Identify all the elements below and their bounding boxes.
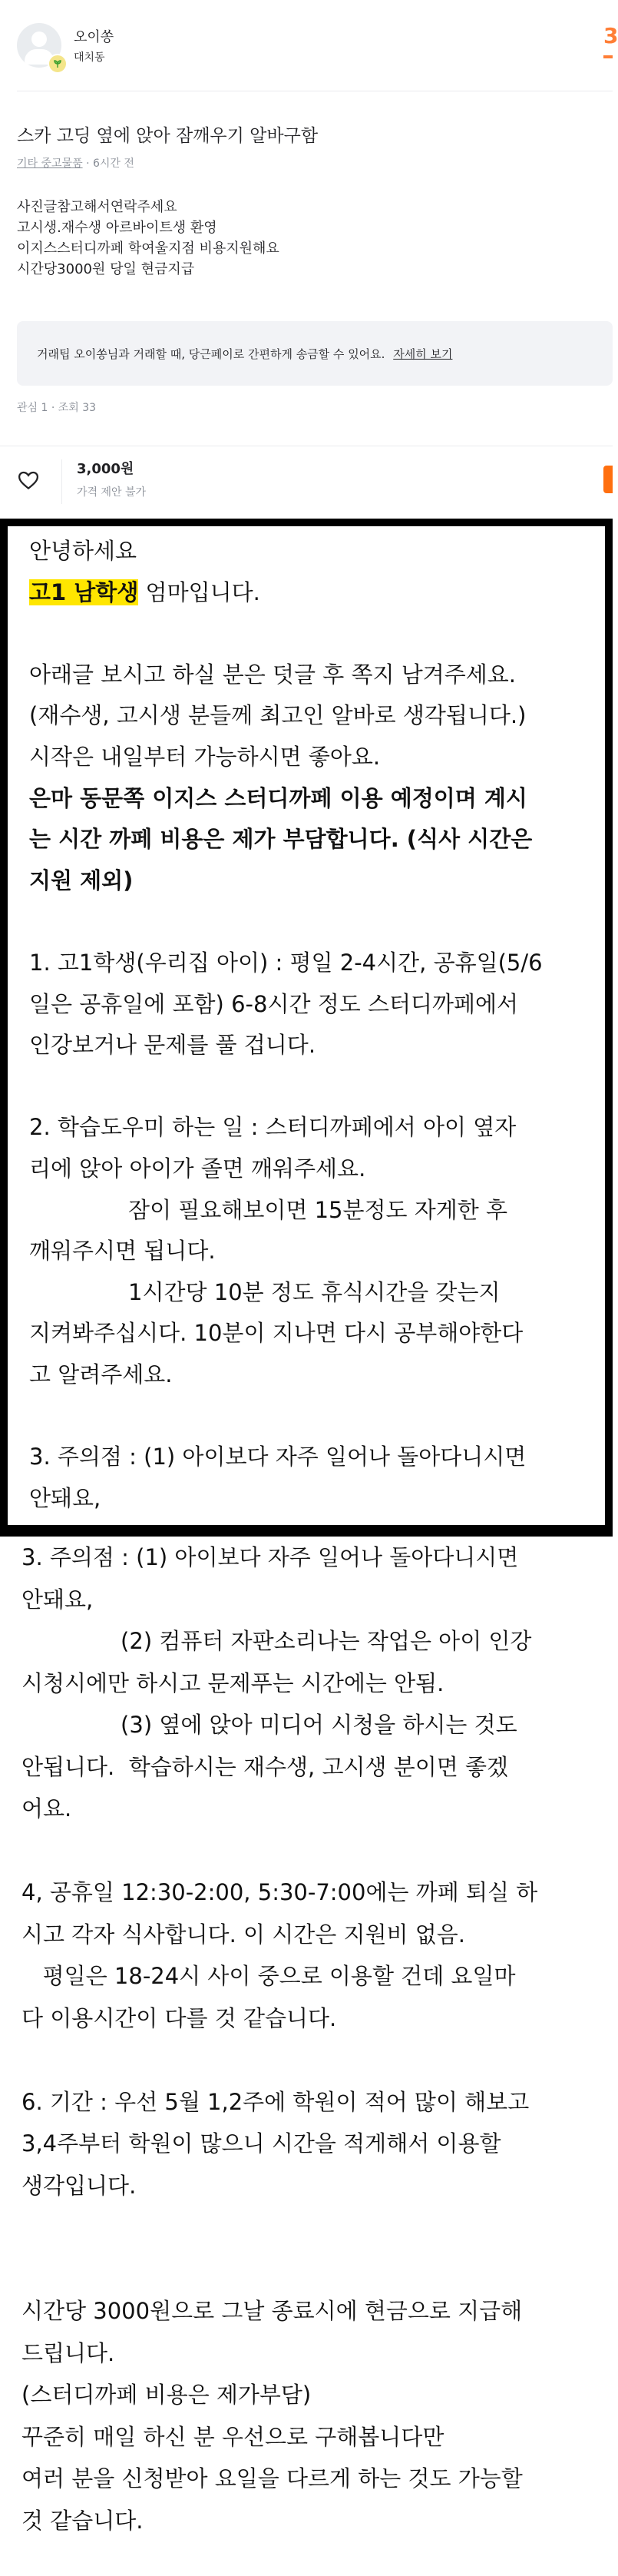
notice-line: (2) 컴퓨터 자판소리나는 작업은 아이 인강 xyxy=(21,1628,532,1654)
meta-separator: · xyxy=(86,157,93,170)
notice-line: 드립니다. xyxy=(21,2339,115,2366)
notice-text: 잠이 필요해보이면 15분정도 자게한 후 xyxy=(29,1196,508,1223)
post-body-line: 시간당3000원 당일 현금지급 xyxy=(17,261,195,277)
notice-line xyxy=(29,698,526,732)
manner-temperature: 3 xyxy=(603,23,618,48)
notice-text: 지켜봐주십시다. 10분이 지나면 다시 공부해야한다 xyxy=(29,1320,524,1347)
notice-image-2 xyxy=(0,1537,613,2576)
notice-text: 안돼요, xyxy=(29,1484,101,1511)
notice-line xyxy=(29,658,516,691)
notice-line xyxy=(29,946,543,980)
notice-line: 안돼요, xyxy=(21,1586,94,1613)
chat-button[interactable] xyxy=(603,466,613,493)
avatar[interactable] xyxy=(17,23,61,68)
notice-line xyxy=(29,1028,316,1062)
notice-text: 리에 앉아 아이가 졸면 깨워주세요. xyxy=(29,1155,366,1182)
notice-text: 아래글 보시고 하실 분은 덧글 후 쪽지 남겨주세요. xyxy=(29,661,517,688)
notice-image-1 xyxy=(0,519,613,1537)
notice-line: 어요. xyxy=(21,1795,72,1822)
notice-line: 3,4주부터 학원이 많으니 시간을 적게해서 이용할 xyxy=(21,2130,501,2157)
seller-name[interactable]: 오이쏭 xyxy=(74,29,114,45)
notice-line xyxy=(29,740,380,774)
notice-line xyxy=(29,1152,365,1185)
notice-line: 시고 각자 식사합니다. 이 시간은 지원비 없음. xyxy=(21,1921,465,1948)
notice-line xyxy=(29,1440,526,1474)
notice-line xyxy=(29,987,518,1021)
notice-line xyxy=(29,1275,500,1309)
price: 3,000원 xyxy=(77,461,134,477)
notice-text: 고 알려주세요. xyxy=(29,1361,173,1387)
trade-tip-text xyxy=(37,346,452,362)
notice-line xyxy=(29,822,532,856)
notice-text: 깨워주시면 됩니다. xyxy=(29,1238,216,1265)
post-time: 6시간 전 xyxy=(92,157,134,170)
trade-tip-more-link[interactable]: 자세히 보기 xyxy=(393,347,453,361)
post-body-line: 고시생.재수생 아르바이트생 환영 xyxy=(17,220,217,236)
heart-icon[interactable] xyxy=(17,469,40,492)
notice-text: (재수생, 고시생 분들께 최고인 알바로 생각됩니다.) xyxy=(29,702,527,729)
price-offer-note: 가격 제안 불가 xyxy=(77,486,147,499)
notice-text: 1. 고1학생(우리집 아이) : 평일 2-4시간, 공휴일(5/6 xyxy=(29,950,543,976)
notice-line: 여러 분을 신청받아 요일을 다르게 하는 것도 가능할 xyxy=(21,2465,523,2491)
notice-line xyxy=(29,1110,516,1144)
notice-line xyxy=(29,864,133,897)
post-meta xyxy=(17,155,134,171)
vertical-divider xyxy=(61,459,62,504)
post-body xyxy=(17,197,279,280)
notice-line: 것 같습니다. xyxy=(21,2507,144,2534)
notice-text: 2. 학습도우미 하는 일 : 스터디까페에서 아이 옆자 xyxy=(29,1114,517,1141)
notice-line xyxy=(29,1358,173,1391)
notice-text: 1시간당 10분 정도 휴식시간을 갖는지 xyxy=(29,1278,501,1305)
sprout-icon xyxy=(48,54,68,74)
post-category-link[interactable]: 기타 중고물품 xyxy=(17,157,83,170)
notice-text: 지원 제외) xyxy=(29,867,134,893)
notice-line: 꾸준히 매일 하신 분 우선으로 구해봅니다만 xyxy=(21,2423,444,2450)
notice-text: 은마 동문쪽 이지스 스터디까페 이용 예정이며 계시 xyxy=(29,784,527,811)
notice-text: 인강보거나 문제를 풀 겁니다. xyxy=(29,1032,316,1059)
post-stats: 관심 1 · 조회 33 xyxy=(17,402,97,414)
notice-line xyxy=(29,781,527,815)
notice-line: 6. 기간 : 우선 5월 1,2주에 학원이 적어 많이 해보고 xyxy=(21,2088,530,2115)
notice-text: 시작은 내일부터 가능하시면 좋아요. xyxy=(29,744,381,770)
notice-line: 안됩니다. 학습하시는 재수생, 고시생 분이면 좋겠 xyxy=(21,1753,509,1780)
notice-line xyxy=(29,1316,523,1350)
notice-line xyxy=(29,1193,507,1227)
trade-tip-message: 오이쏭님과 거래할 때, 당근페이로 간편하게 송금할 수 있어요. xyxy=(74,347,385,361)
notice-line xyxy=(29,1234,216,1268)
notice-line xyxy=(29,1481,101,1515)
trade-tip-label: 거래팁 xyxy=(37,347,71,361)
notice-text: 는 시간 까페 비용은 제가 부담합니다. (식사 시간은 xyxy=(29,826,533,853)
post-header-section xyxy=(0,0,618,519)
notice-text: 안녕하세요 xyxy=(29,538,137,564)
notice-line: (스터디까페 비용은 제가부담) xyxy=(21,2382,312,2408)
notice-text: 3. 주의점 : (1) 아이보다 자주 일어나 돌아다니시면 xyxy=(29,1444,527,1470)
notice-line: 생각입니다. xyxy=(21,2172,137,2199)
manner-temperature-bar xyxy=(603,55,613,58)
highlighted-text: 고1 남학생 xyxy=(29,579,139,605)
post-body-line: 사진글참고해서연락주세요 xyxy=(17,199,177,215)
trade-tip-box xyxy=(17,321,613,386)
notice-line: (3) 옆에 앉아 미디어 시청을 하시는 것도 xyxy=(21,1712,517,1738)
notice-line xyxy=(29,534,137,568)
notice-line: 4, 공휴일 12:30-2:00, 5:30-7:00에는 까페 퇴실 하 xyxy=(21,1879,538,1905)
seller-area: 대치동 xyxy=(74,51,105,64)
notice-text: 엄마입니다. xyxy=(138,579,260,605)
notice-line: 평일은 18-24시 사이 중으로 이용할 건데 요일마 xyxy=(21,1963,516,1989)
notice-image-1-content xyxy=(8,526,605,1525)
post-body-line: 이지스스터디까페 학여울지점 비용지원해요 xyxy=(17,240,279,257)
notice-text: 일은 공휴일에 포함) 6-8시간 정도 스터디까페에서 xyxy=(29,990,519,1017)
notice-line: 시청시에만 하시고 문제푸는 시간에는 안됨. xyxy=(21,1669,444,1696)
notice-line: 다 이용시간이 다를 것 같습니다. xyxy=(21,2004,337,2031)
notice-line: 3. 주의점 : (1) 아이보다 자주 일어나 돌아다니시면 xyxy=(21,1544,519,1570)
post-title: 스카 고딩 옆에 앉아 잠깨우기 알바구함 xyxy=(17,126,319,146)
notice-line xyxy=(29,575,260,609)
notice-line: 시간당 3000원으로 그날 종료시에 현금으로 지급해 xyxy=(21,2298,523,2324)
